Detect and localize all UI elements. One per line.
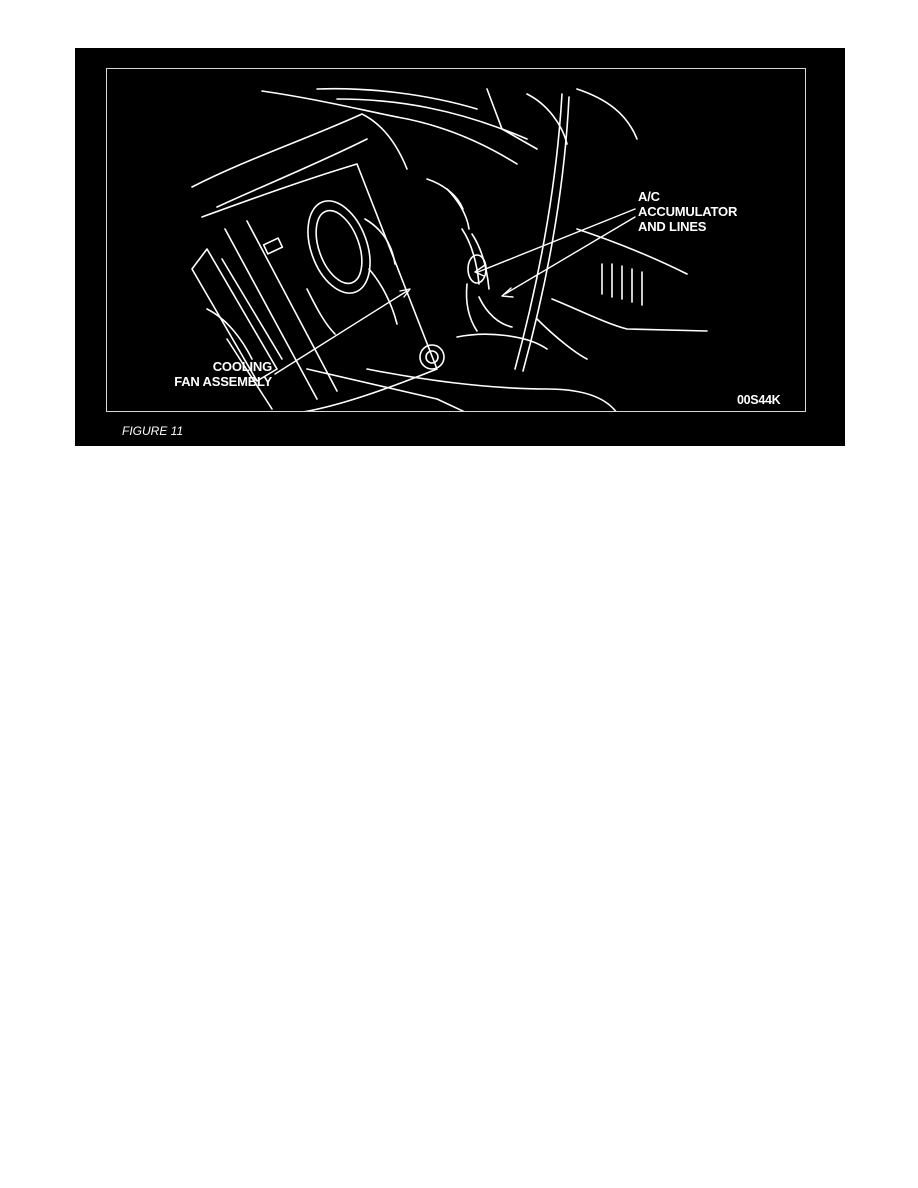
cooling-fan-line-1: COOLING [212,359,272,374]
cooling-fan-callout [168,359,272,389]
ac-accumulator-line-1: A/C [638,189,660,204]
figure-frame [106,68,806,412]
cooling-fan-line-2: FAN ASSEMBLY [174,374,272,389]
ac-accumulator-line-2: ACCUMULATOR [638,204,738,219]
figure-panel [75,48,845,446]
figure-code: 00S44K [737,393,781,407]
ac-accumulator-callout [638,189,737,234]
ac-accumulator-line-3: AND LINES [638,219,707,234]
figure-caption: FIGURE 11 [122,424,184,438]
